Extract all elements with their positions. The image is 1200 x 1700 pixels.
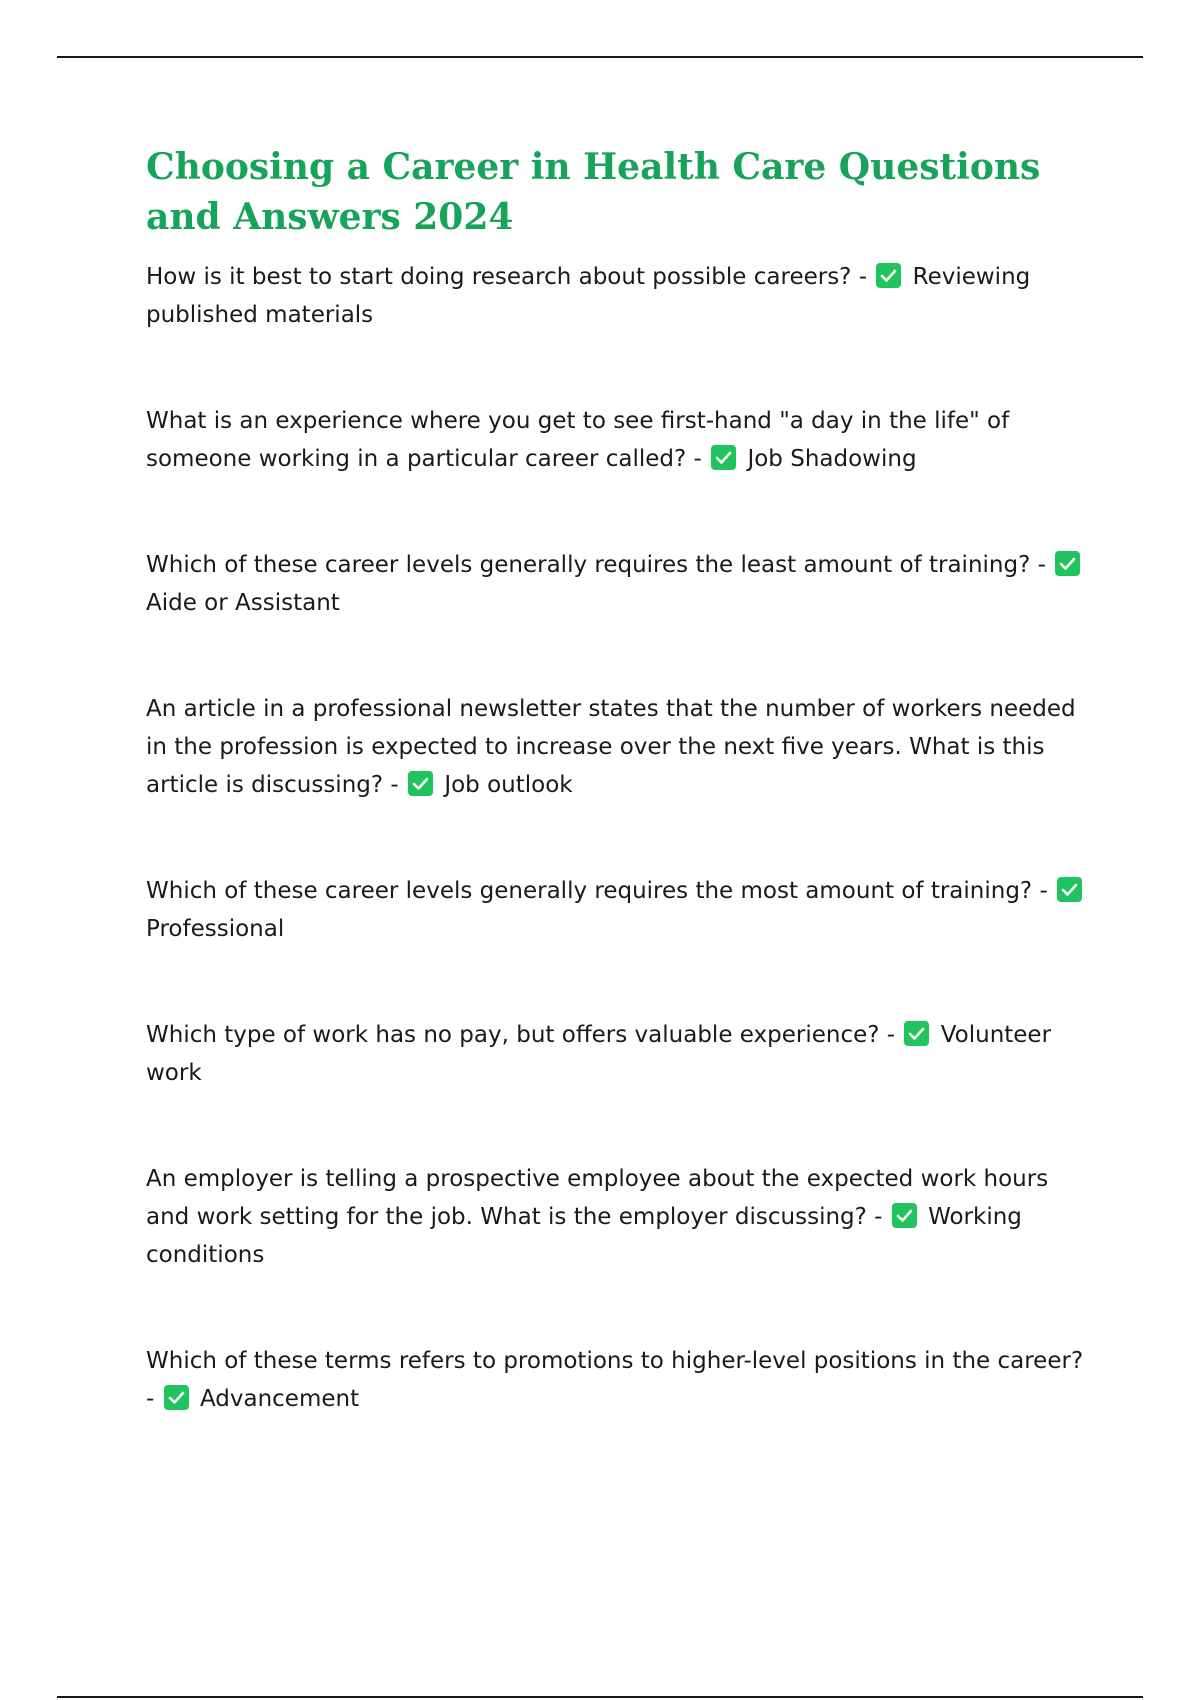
check-icon: [164, 1385, 189, 1410]
top-rule: [57, 56, 1143, 58]
question-text: Which type of work has no pay, but offers valuable experience? -: [146, 1022, 896, 1048]
check-icon: [876, 263, 901, 288]
check-icon: [711, 445, 736, 470]
answer-text: Job outlook: [444, 772, 573, 798]
check-icon: [904, 1021, 929, 1046]
answer-text: Aide or Assistant: [146, 590, 340, 616]
question-text: Which of these terms refers to promotions to higher-level positions in the career?: [146, 1348, 1084, 1374]
qa-item: [146, 690, 1096, 804]
qa-item: [146, 546, 1096, 622]
question-text: Which of these career levels generally requires the most amount of training? -: [146, 878, 1048, 904]
question-text: An employer is telling a prospective employee about the expected work hours and work setting for the job. What is the employer discussing? -: [146, 1166, 1049, 1230]
check-icon: [408, 771, 433, 796]
check-icon: [1057, 877, 1082, 902]
answer-text: Advancement: [199, 1386, 360, 1412]
qa-item: [146, 1342, 1096, 1418]
question-text: How is it best to start doing research about possible careers? -: [146, 264, 867, 290]
question-suffix: -: [146, 1386, 155, 1412]
qa-list: [146, 258, 1096, 1418]
document-title: Choosing a Career in Health Care Questions and Answers 2024: [146, 146, 1041, 238]
answer-text: Professional: [146, 916, 285, 942]
question-text: Which of these career levels generally requires the least amount of training? -: [146, 552, 1046, 578]
answer-text: Working conditions: [146, 1204, 1022, 1268]
check-icon: [1055, 551, 1080, 576]
answer-text: Reviewing published materials: [146, 264, 1031, 328]
qa-item: [146, 402, 1096, 478]
answer-text: Job Shadowing: [747, 446, 917, 472]
qa-item: [146, 872, 1096, 948]
qa-item: [146, 1016, 1096, 1092]
question-text: What is an experience where you get to see first-hand "a day in the life" of someone working in a particular career called? -: [146, 408, 1010, 472]
qa-item: [146, 1160, 1096, 1274]
qa-item: [146, 258, 1096, 334]
check-icon: [892, 1203, 917, 1228]
question-text: An article in a professional newsletter states that the number of workers needed in the profession is expected to increase over the next five years. What is this article is discussing? -: [146, 696, 1076, 798]
answer-text: Volunteer work: [146, 1022, 1052, 1086]
bottom-rule: [57, 1696, 1143, 1698]
document-content: [146, 142, 1096, 1486]
